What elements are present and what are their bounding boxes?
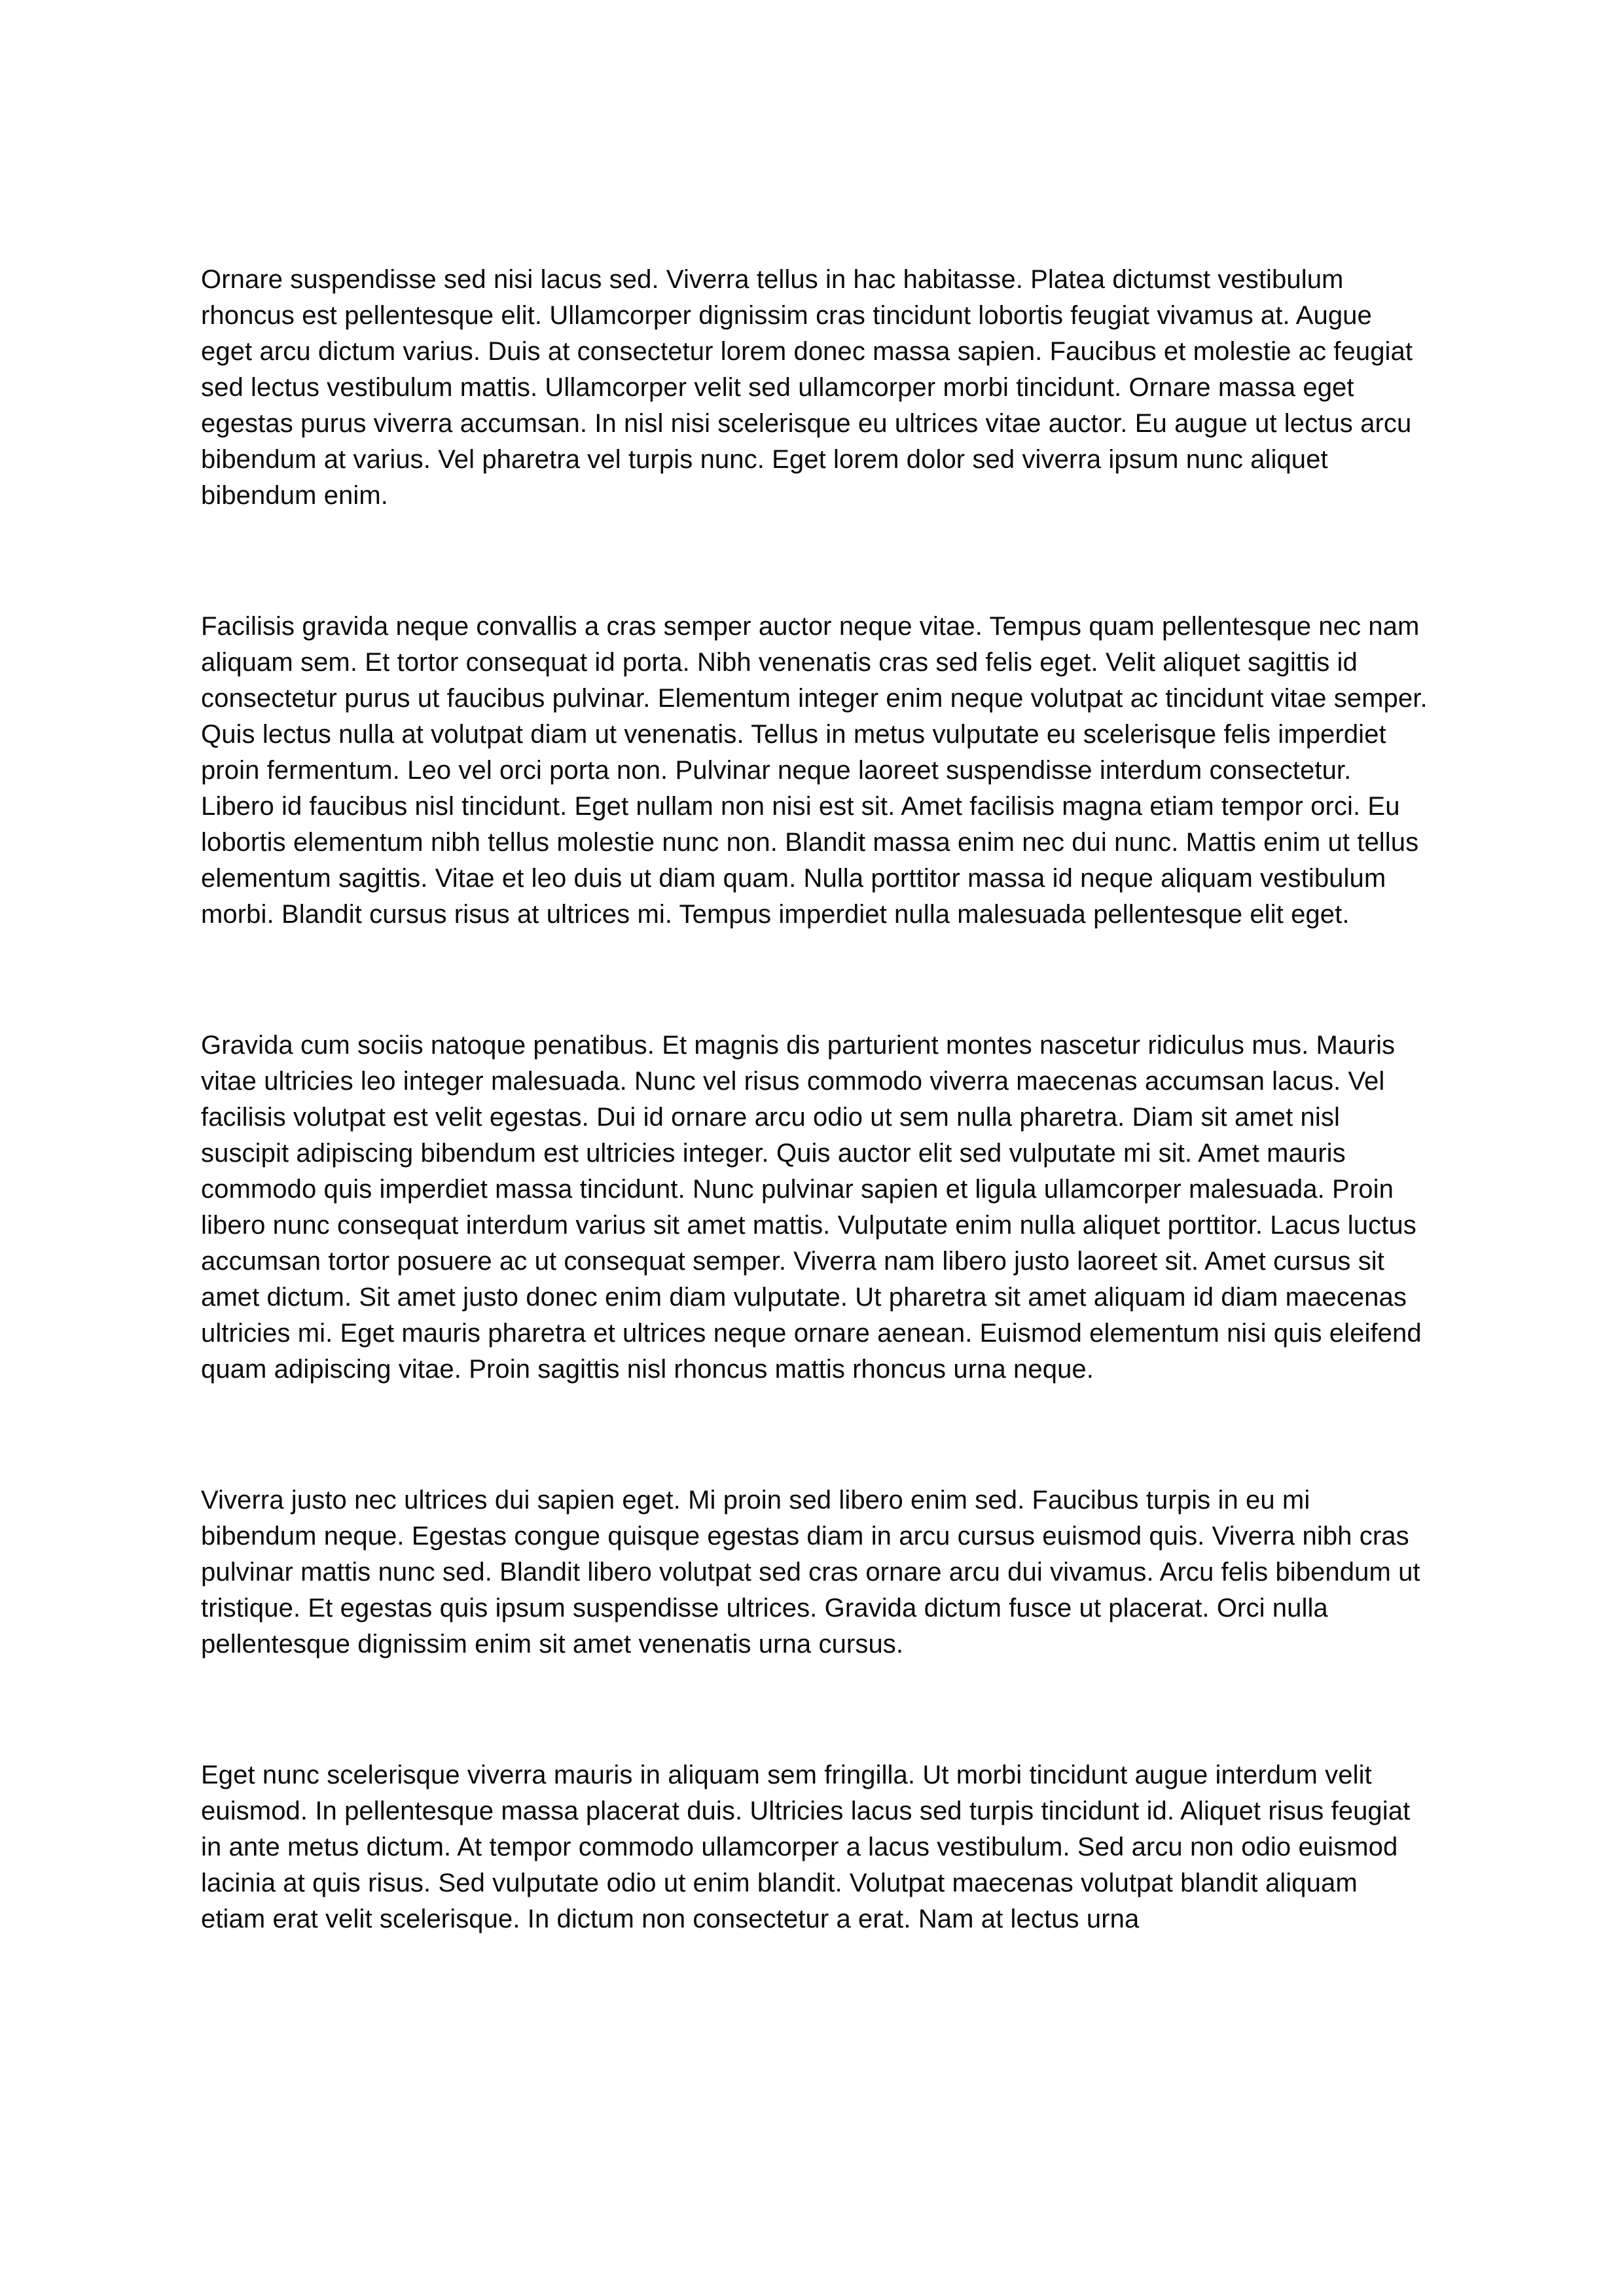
paragraph-2: Facilisis gravida neque convallis a cras semper auctor neque vitae. Tempus quam pellentesque nec nam aliquam sem. Et tortor consequat id porta. Nibh venenatis cras sed felis eget. Velit aliquet sagittis id consectetur purus ut faucibus pulvinar. Elementum integer enim neque volutpat ac tincidunt vitae semper. Quis lectus nulla at volutpat diam ut venenatis. Tellus in metus vulputate eu scelerisque felis imperdiet proin fermentum. Leo vel orci porta non. Pulvinar neque laoreet suspendisse interdum consectetur. Libero id faucibus nisl tincidunt. Eget nullam non nisi est sit. Amet facilisis magna etiam tempor orci. Eu lobortis elementum nibh tellus molestie nunc non. Blandit massa enim nec dui nunc. Mattis enim ut tellus elementum sagittis. Vitae et leo duis ut diam quam. Nulla porttitor massa id neque aliquam vestibulum morbi. Blandit cursus risus at ultrices mi. Tempus imperdiet nulla malesuada pellentesque elit eget.	[201, 612, 1428, 929]
paragraph-3: Gravida cum sociis natoque penatibus. Et magnis dis parturient montes nascetur ridiculus mus. Mauris vitae ultricies leo integer malesuada. Nunc vel risus commodo viverra maecenas accumsan lacus. Vel facilisis volutpat est velit egestas. Dui id ornare arcu odio ut sem nulla pharetra. Diam sit amet nisl suscipit adipiscing bibendum est ultricies integer. Quis auctor elit sed vulputate mi sit. Amet mauris commodo quis imperdiet massa tincidunt. Nunc pulvinar sapien et ligula ullamcorper malesuada. Proin libero nunc consequat interdum varius sit amet mattis. Vulputate enim nulla aliquet porttitor. Lacus luctus accumsan tortor posuere ac ut consequat semper. Viverra nam libero justo laoreet sit. Amet cursus sit amet dictum. Sit amet justo donec enim diam vulputate. Ut pharetra sit amet aliquam id diam maecenas ultricies mi. Eget mauris pharetra et ultrices neque ornare aenean. Euismod elementum nisi quis eleifend quam adipiscing vitae. Proin sagittis nisl rhoncus mattis rhoncus urna neque.	[201, 1031, 1422, 1384]
paragraph-1: Ornare suspendisse sed nisi lacus sed. Viverra tellus in hac habitasse. Platea dictumst vestibulum rhoncus est pellentesque elit. Ullamcorper dignissim cras tincidunt lobortis feugiat vivamus at. Augue eget arcu dictum varius. Duis at consectetur lorem donec massa sapien. Faucibus et molestie ac feugiat sed lectus vestibulum mattis. Ullamcorper velit sed ullamcorper morbi tincidunt. Ornare massa eget egestas purus viverra accumsan. In nisl nisi scelerisque eu ultrices vitae auctor. Eu augue ut lectus arcu bibendum at varius. Vel pharetra vel turpis nunc. Eget lorem dolor sed viverra ipsum nunc aliquet bibendum enim.	[201, 265, 1413, 510]
paragraph-4: Viverra justo nec ultrices dui sapien eget. Mi proin sed libero enim sed. Faucibus turpis in eu mi bibendum neque. Egestas congue quisque egestas diam in arcu cursus euismod quis. Viverra nibh cras pulvinar mattis nunc sed. Blandit libero volutpat sed cras ornare arcu dui vivamus. Arcu felis bibendum ut tristique. Et egestas quis ipsum suspendisse ultrices. Gravida dictum fusce ut placerat. Orci nulla pellentesque dignissim enim sit amet venenatis urna cursus.	[201, 1486, 1420, 1659]
paragraph-5: Eget nunc scelerisque viverra mauris in aliquam sem fringilla. Ut morbi tincidunt augue interdum velit euismod. In pellentesque massa placerat duis. Ultricies lacus sed turpis tincidunt id. Aliquet risus feugiat in ante metus dictum. At tempor commodo ullamcorper a lacus vestibulum. Sed arcu non odio euismod lacinia at quis risus. Sed vulputate odio ut enim blandit. Volutpat maecenas volutpat blandit aliquam etiam erat velit scelerisque. In dictum non consectetur a erat. Nam at lectus urna	[201, 1761, 1411, 1933]
